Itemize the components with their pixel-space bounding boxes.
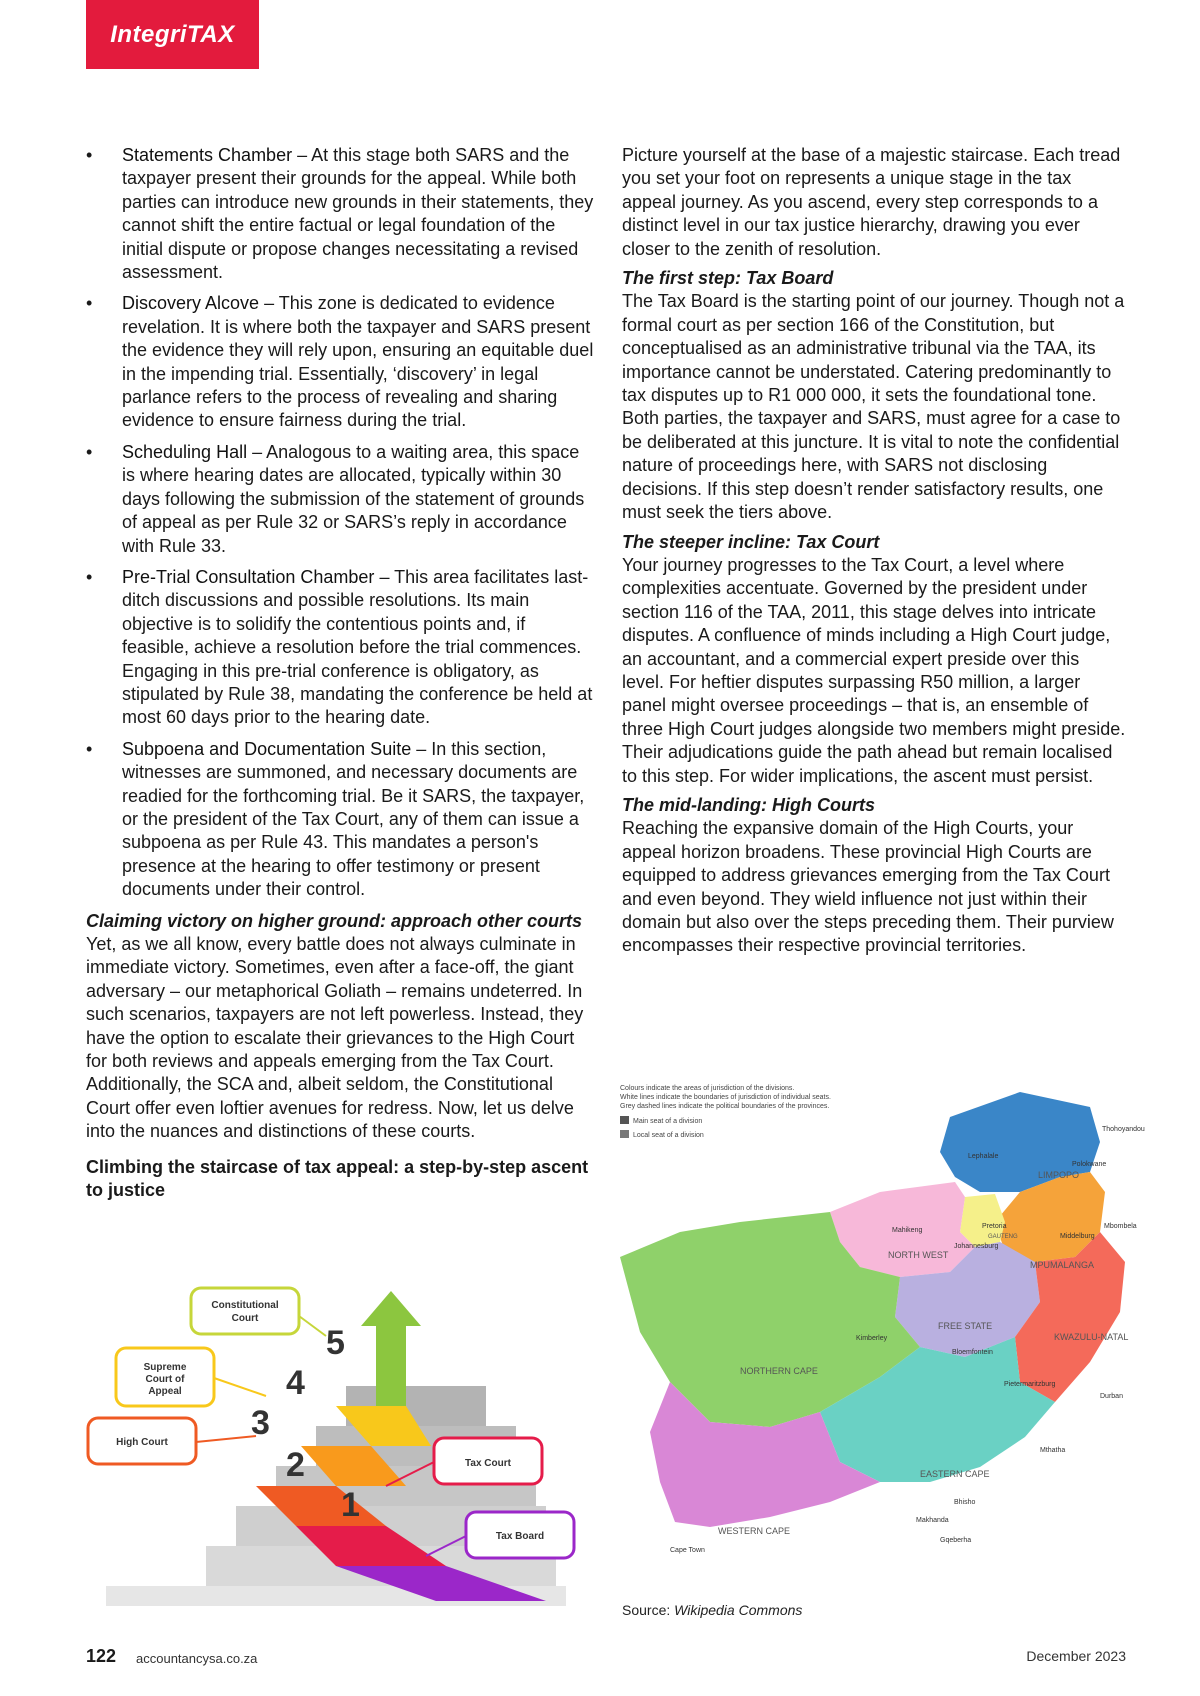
- list-item: • Statements Chamber – At this stage both SARS and the taxpayer present their grounds for the appeal. While both parties can introduce new grounds in their statements, they cannot shift the entire factual or legal foundation of the initial dispute or propose changes necessitating a revised assessment.: [86, 145, 594, 283]
- list-item: • Pre-Trial Consultation Chamber – This area facilitates last-ditch discussions and possible resolutions. Its main objective is to solidify the contentious points and, if feasible, achieve a resolution before the trial commences. Engaging in this pre-trial conference is obligatory, as stipulated by Rule 38, mandating the conference be held at most 60 days prior to the hearing date.: [86, 566, 593, 728]
- step-number-5: 5: [326, 1324, 345, 1362]
- section-heading: The mid-landing: High Courts: [622, 794, 875, 815]
- image-source: Source: Wikipedia Commons: [622, 1602, 803, 1618]
- city-label: Kimberley: [856, 1335, 888, 1342]
- section-heading: Climbing the staircase of tax appeal: a step-by-step ascent to justice: [86, 1156, 589, 1201]
- list-item: • Discovery Alcove – This zone is dedicated to evidence revelation. It is where both the taxpayer and SARS present the evidence they will rely upon, ensuring an equitable duel in the impending trial. Essentially, ‘discovery’ in legal parlance refers to the process of revealing and sharing evidence to ensure fairness during the trial.: [86, 293, 594, 431]
- city-label: Pietermaritzburg: [1004, 1381, 1056, 1388]
- city-label: Pretoria: [982, 1223, 1007, 1230]
- paragraph: Picture yourself at the base of a majestic staircase. Each tread you set your foot on represents a unique stage in the tax appeal journey. As you ascend, every step corresponds to a distinct level in our tax justice hierarchy, drawing you ever closer to the zenith of resolution.: [622, 145, 1121, 259]
- label-supreme-court-of-appeal: Supreme Court of Appeal: [143, 1362, 187, 1397]
- step-number-2: 2: [286, 1446, 305, 1484]
- label-tax-board: Tax Board: [495, 1531, 545, 1542]
- left-column: [86, 144, 594, 1202]
- list-item: • Subpoena and Documentation Suite – In this section, witnesses are summoned, and necessary documents are readied for the forthcoming trial. Be it SARS, the taxpayer, or the president of the Tax Court, any of them can issue a subpoena as per Rule 43. This mandates a person's presence at the hearing to offer testimony or present documents under their control.: [86, 738, 585, 900]
- map-legend-main: Main seat of a division: [633, 1118, 703, 1125]
- province-label: KWAZULU-NATAL: [1054, 1332, 1129, 1342]
- map-legend-line: Grey dashed lines indicate the political boundaries of the provinces.: [620, 1103, 830, 1110]
- province-label: EASTERN CAPE: [920, 1469, 990, 1479]
- map-legend-line: Colours indicate the areas of jurisdiction of the divisions.: [620, 1085, 795, 1092]
- label-tax-court: Tax Court: [465, 1458, 511, 1469]
- province-label: FREE STATE: [938, 1321, 993, 1331]
- right-column: [622, 144, 1126, 962]
- city-label: Bloemfontein: [952, 1349, 993, 1356]
- province-label: WESTERN CAPE: [718, 1526, 791, 1536]
- province-label: LIMPOPO: [1038, 1170, 1080, 1180]
- footer-date: December 2023: [1026, 1648, 1126, 1664]
- city-label: Mahikeng: [892, 1227, 923, 1234]
- list-item: • Scheduling Hall – Analogous to a waiting area, this space is where hearing dates are allocated, typically within 30 days following the submission of the statement of grounds of appeal as per Rule 32 or SARS’s reply in accordance with Rule 33.: [86, 441, 585, 556]
- city-label: Gqeberha: [940, 1537, 972, 1544]
- city-label: Durban: [1100, 1393, 1123, 1400]
- map-legend-local: Local seat of a division: [633, 1132, 704, 1139]
- section-heading: The steeper incline: Tax Court: [622, 531, 880, 552]
- city-label: Polokwane: [1072, 1161, 1107, 1168]
- bullet-list: [86, 144, 594, 902]
- integritax-logo: IntegriTAX: [86, 0, 259, 69]
- province-label: GAUTENG: [988, 1234, 1018, 1240]
- paragraph: The Tax Board is the starting point of our journey. Though not a formal court as per section 166 of the Constitution, but conceptualised as an administrative tribunal via the TAA, its importance cannot be understated. Catering predominantly to tax disputes up to R1 000 000, it sets the foundational tone. Both parties, the taxpayer and SARS, must agree for a case to be deliberated at this juncture. It is vital to note the confidential nature of proceedings here, with SARS not disclosing decisions. If this step doesn’t render satisfactory results, one must seek the tiers above.: [622, 291, 1125, 523]
- city-label: Lephalale: [968, 1153, 999, 1160]
- paragraph: Reaching the expansive domain of the High Courts, your appeal horizon broadens. These provincial High Courts are equipped to address grievances emerging from the Tax Court and even beyond. They wield influence not just within their domain but also over the steps preceding them. Their purview encompasses their respective provincial territories.: [622, 818, 1114, 956]
- province-label: NORTH WEST: [888, 1250, 949, 1260]
- footer-site: accountancysa.co.za: [136, 1651, 258, 1666]
- city-label: Thohoyandou: [1102, 1126, 1145, 1133]
- province-label: NORTHERN CAPE: [740, 1366, 818, 1376]
- paragraph: Yet, as we all know, every battle does not always culminate in immediate victory. Sometimes, even after a face-off, the giant adversary – our metaphorical Goliath – remains undeterred. In such scenarios, taxpayers are not left powerless. Instead, they have the option to escalate their grievances to the High Court for both reviews and appeals emerging from the Tax Court. Additionally, the SCA and, albeit seldom, the Constitutional Court offer even loftier avenues for redress. Now, let us delve into the nuances and distinctions of these courts.: [86, 934, 584, 1142]
- step-number-4: 4: [286, 1364, 305, 1402]
- section-heading: Claiming victory on higher ground: approach other courts: [86, 910, 583, 931]
- section-heading: The first step: Tax Board: [622, 268, 834, 289]
- city-label: Middelburg: [1060, 1233, 1095, 1240]
- svg-text:Colours indicate the areas of: [620, 1085, 833, 1110]
- city-label: Mthatha: [1040, 1447, 1066, 1454]
- map-legend-line: White lines indicate the boundaries of jurisdiction of individual seats.: [620, 1094, 831, 1101]
- south-africa-high-courts-map: [620, 1082, 1174, 1560]
- label-high-court: High Court: [116, 1437, 168, 1448]
- step-number-3: 3: [251, 1404, 270, 1442]
- staircase-illustration: [86, 1286, 596, 1616]
- province-label: MPUMALANGA: [1030, 1260, 1095, 1270]
- city-label: Makhanda: [916, 1517, 949, 1524]
- city-label: Bhisho: [954, 1499, 976, 1506]
- label-constitutional-court: Constitutional Court: [211, 1300, 279, 1324]
- step-number-1: 1: [341, 1486, 360, 1524]
- city-label: Johannesburg: [954, 1243, 999, 1250]
- page-number: 122: [86, 1646, 117, 1666]
- city-label: Cape Town: [670, 1547, 705, 1554]
- city-label: Mbombela: [1104, 1223, 1137, 1230]
- paragraph: Your journey progresses to the Tax Court, a level where complexities accentuate. Governed by the president under section 116 of the TAA, 2011, this stage delves into intricate disputes. A confluence of minds including a High Court judge, an accountant, and a commercial expert preside over this level. For heftier disputes surpassing R50 million, a larger panel might oversee proceedings – that is, an ensemble of three High Court judges alongside two members might preside. Their adjudications guide the path ahead but remain localised to this step. For wider implications, the ascent must persist.: [622, 554, 1126, 786]
